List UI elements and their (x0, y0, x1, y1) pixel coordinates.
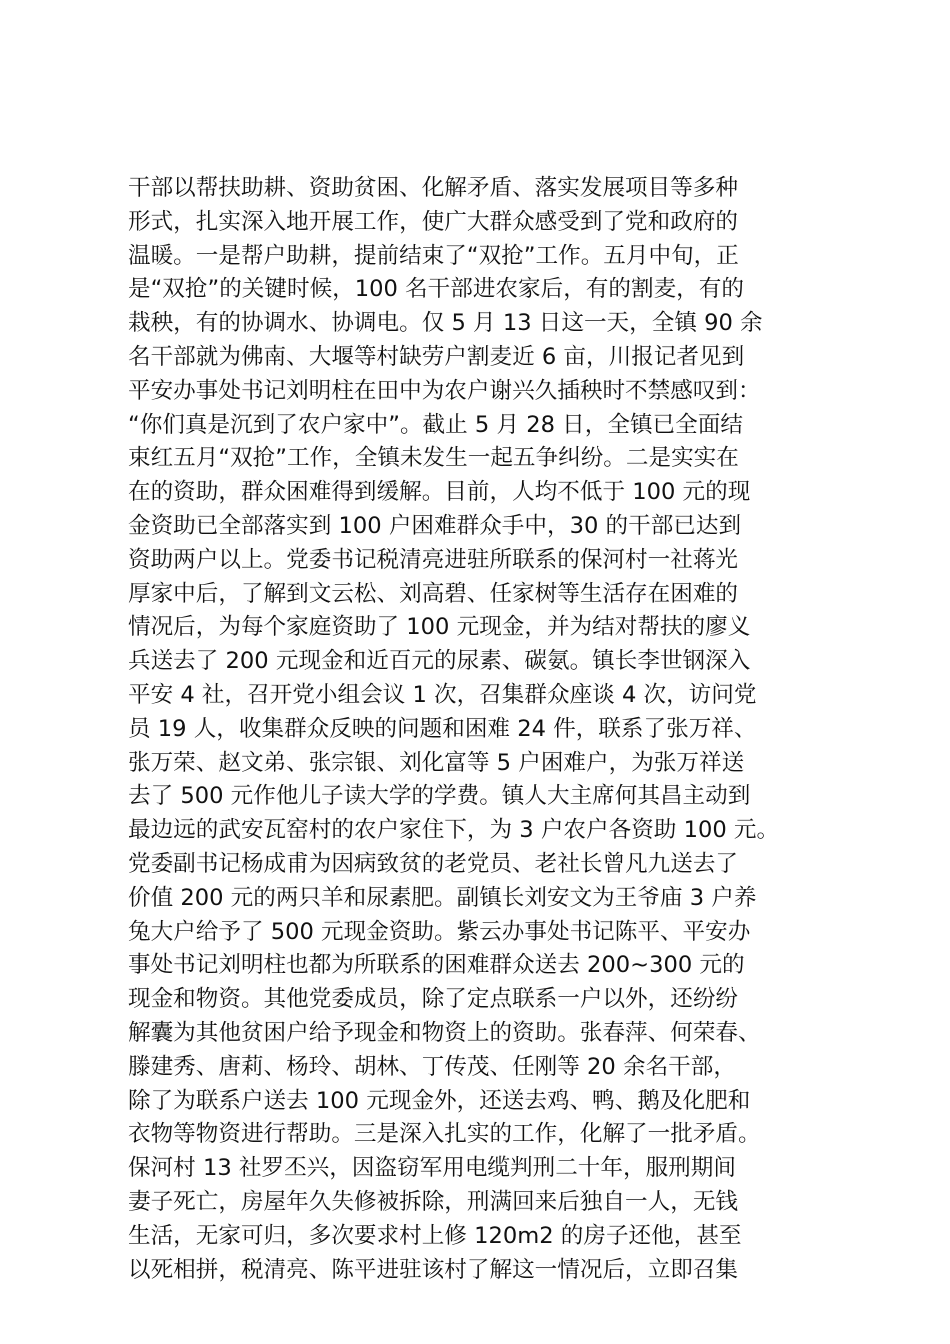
text-line: 解囊为其他贫困户给予现金和物资上的资助。张春萍、何荣春、 (128, 1019, 761, 1046)
text-line: 在的资助，群众困难得到缓解。目前，人均不低于 100 元的现 (128, 479, 751, 506)
text-line: 保河村 13 社罗丕兴，因盗窃军用电缆判刑二十年，服刑期间 (128, 1155, 736, 1182)
text-line: 现金和物资。其他党委成员，除了定点联系一户以外，还纷纷 (128, 986, 739, 1013)
text-line: 兵送去了 200 元现金和近百元的尿素、碳氨。镇长李世钢深入 (128, 648, 751, 675)
text-line: 价值 200 元的两只羊和尿素肥。副镇长刘安文为王爷庙 3 户养 (128, 884, 757, 911)
text-line: 名干部就为佛南、大堰等村缺劳户割麦近 6 亩，川报记者见到 (128, 343, 745, 370)
text-line: 妻子死亡，房屋年久失修被拆除，刑满回来后独自一人，无钱 (128, 1188, 739, 1215)
text-line: 厚家中后，了解到文云松、刘高碧、任家树等生活存在困难的 (128, 580, 739, 607)
text-line: 最边远的武安瓦窑村的农户家住下，为 3 户农户各资助 100 元。 (128, 817, 780, 844)
text-line: 温暖。一是帮户助耕，提前结束了“双抢”工作。五月中旬，正 (128, 242, 739, 269)
text-line: 栽秧，有的协调水、协调电。仅 5 月 13 日这一天，全镇 90 余 (128, 310, 763, 337)
text-line: 滕建秀、唐莉、杨玲、胡林、丁传茂、任刚等 20 余名干部， (128, 1053, 736, 1080)
text-line: 束红五月“双抢”工作，全镇未发生一起五争纠纷。二是实实在 (128, 445, 739, 472)
text-line: 以死相拼，税清亮、陈平进驻该村了解这一情况后，立即召集 (128, 1256, 739, 1283)
text-line: 形式，扎实深入地开展工作，使广大群众感受到了党和政府的 (128, 208, 739, 235)
text-line: 平安 4 社，召开党小组会议 1 次，召集群众座谈 4 次，访问党 (128, 681, 757, 708)
text-line: 生活，无家可归，多次要求村上修 120m2 的房子还他，甚至 (128, 1222, 742, 1249)
text-line: 兔大户给予了 500 元现金资助。紫云办事处书记陈平、平安办 (128, 918, 751, 945)
text-line: 资助两户以上。党委书记税清亮进驻所联系的保河村一社蒋光 (128, 546, 739, 573)
text-line: 事处书记刘明柱也都为所联系的困难群众送去 200~300 元的 (128, 952, 745, 979)
text-line: 除了为联系户送去 100 元现金外，还送去鸡、鸭、鹅及化肥和 (128, 1087, 751, 1114)
text-line: 情况后，为每个家庭资助了 100 元现金，并为结对帮扶的廖义 (128, 614, 751, 641)
text-line: 去了 500 元作他儿子读大学的学费。镇人大主席何其昌主动到 (128, 783, 751, 810)
text-line: 干部以帮扶助耕、资助贫困、化解矛盾、落实发展项目等多种 (128, 175, 739, 201)
text-line: 是“双抢”的关键时候，100 名干部进农家后，有的割麦，有的 (128, 276, 744, 303)
text-line: 张万荣、赵文弟、张宗银、刘化富等 5 户困难户，为张万祥送 (128, 749, 745, 776)
body-paragraph (128, 172, 848, 1287)
text-line: 党委副书记杨成甫为因病致贫的老党员、老社长曾凡九送去了 (128, 850, 739, 877)
text-line: “你们真是沉到了农户家中”。截止 5 月 28 日，全镇已全面结 (128, 411, 743, 438)
text-line: 平安办事处书记刘明柱在田中为农户谢兴久插秧时不禁感叹到： (128, 377, 761, 404)
text-line: 衣物等物资进行帮助。三是深入扎实的工作，化解了一批矛盾。 (128, 1121, 761, 1148)
text-line: 员 19 人，收集群众反映的问题和困难 24 件，联系了张万祥、 (128, 715, 757, 742)
text-line: 金资助已全部落实到 100 户困难群众手中，30 的干部已达到 (128, 512, 742, 539)
